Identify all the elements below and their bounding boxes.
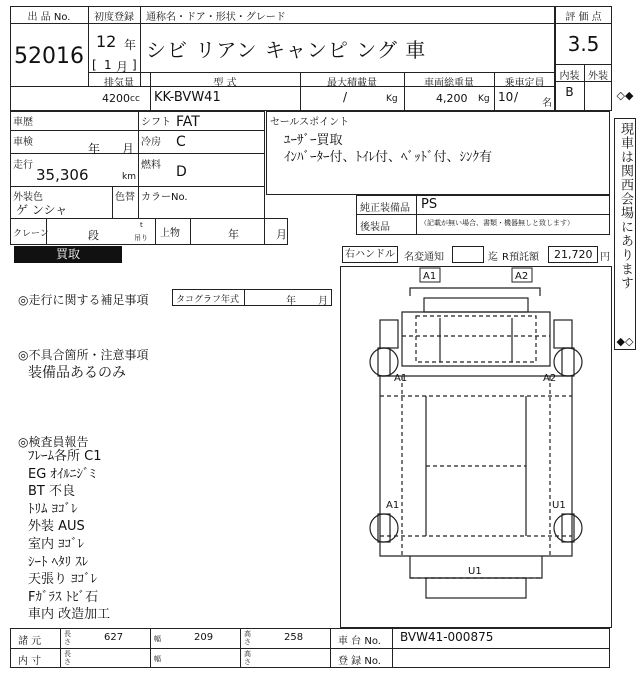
crane-label: クレーン — [13, 229, 49, 239]
max-load-label: 最大積載量 — [327, 78, 377, 89]
crane-stage-unit: 段 — [88, 229, 99, 242]
renamed-box — [452, 246, 484, 263]
lot-number: 52016 — [14, 44, 84, 69]
gross-weight-label: 車両総重量 — [424, 78, 474, 89]
inspector-list — [28, 448, 110, 624]
width-value: 209 — [194, 632, 214, 643]
score-label: 評 価 点 — [565, 12, 602, 23]
tachograph-year-unit: 年 — [286, 296, 296, 307]
reg-label: 登 録 No. — [338, 656, 381, 667]
model-code: KK-BVW41 — [154, 90, 221, 105]
purchase-label: 買取 — [14, 246, 122, 263]
gross-weight-unit: Kg — [478, 94, 490, 104]
inspection-month-unit: 月 — [122, 142, 135, 156]
height-label: 高さ — [244, 630, 251, 646]
upper-label: 上物 — [160, 228, 180, 239]
inspector-item: 車内 改造加工 — [28, 607, 111, 623]
renamed-label: 名変通知 — [404, 252, 444, 263]
inspector-item: ﾌﾚｰﾑ各所 C1 — [28, 449, 102, 464]
month-unit: 月 — [116, 60, 129, 74]
side-notice-text: 現車は関西会場にあります — [618, 122, 633, 290]
ac-value: C — [176, 134, 186, 150]
exterior-label: 外装 — [588, 71, 608, 82]
damage-mark: A2 — [515, 271, 529, 282]
defects-title: ◎不具合箇所・注意事項 — [18, 348, 149, 362]
inspector-item: ﾄﾘﾑ ﾖｺﾞﾚ — [28, 501, 78, 517]
first-reg-month-bracket-close: ] — [132, 58, 137, 72]
vehicle-diagram — [340, 266, 612, 628]
inner-width-label: 幅 — [154, 655, 161, 663]
displacement-value: 4200 — [102, 92, 130, 105]
inspector-item: 天張り ﾖｺﾞﾚ — [28, 572, 98, 588]
height-value: 258 — [284, 632, 304, 643]
first-reg-month: 1 — [104, 58, 112, 72]
period-label: 迄 — [488, 252, 498, 263]
inner-length-label: 長さ — [64, 650, 71, 666]
year-unit: 年 — [124, 38, 137, 52]
inspector-title: ◎検査員報告 — [18, 435, 89, 449]
inspection-year-unit: 年 — [88, 142, 101, 156]
interior-label: 内装 — [559, 71, 580, 82]
ext-color-label: 外装色 — [13, 192, 43, 203]
crane-ton-unit: t — [140, 221, 143, 229]
tachograph-label: タコグラフ年式 — [176, 295, 240, 305]
damage-mark: A1 — [423, 271, 437, 282]
max-load-value: / — [343, 90, 348, 104]
max-load-unit: Kg — [386, 94, 398, 104]
upper-year-unit: 年 — [228, 228, 239, 241]
retrofit-label: 後装品 — [360, 222, 390, 233]
upper-month-unit: 月 — [276, 228, 287, 241]
fuel-value: D — [176, 164, 187, 180]
shift-value: FAT — [176, 114, 200, 130]
size-label: 諸 元 — [18, 636, 42, 647]
crane-lift-unit: 吊り — [134, 234, 148, 242]
first-reg-month-bracket: [ — [92, 58, 97, 72]
inner-height-label: 高さ — [244, 650, 251, 666]
damage-mark: U1 — [552, 500, 566, 511]
mileage-label: 走行 — [13, 160, 33, 171]
rhd-label: 右ハンドル — [342, 246, 398, 263]
side-notice-top-mark: ◇◆ — [616, 89, 634, 102]
length-label: 長さ — [64, 630, 71, 646]
chassis-label: 車 台 No. — [338, 636, 381, 647]
capacity-unit: 名 — [542, 98, 552, 109]
ext-color-value: ゲ ンシャ — [16, 203, 68, 217]
capacity-value: 10 — [498, 90, 514, 104]
shift-label: シフト — [141, 117, 171, 128]
inspector-item: 外装 AUS — [28, 519, 85, 535]
inner-label: 内 寸 — [18, 656, 42, 667]
chassis-no: BVW41-000875 — [400, 630, 494, 644]
lot-label: 出 品 No. — [27, 12, 71, 23]
capacity-sep: / — [514, 90, 519, 104]
type-label: 型 式 — [213, 78, 237, 89]
inspector-item: ｼｰﾄ ﾍﾀﾘ ｽﾚ — [28, 554, 89, 570]
km-unit: km — [122, 172, 136, 182]
inspector-item: 室内 ﾖｺﾞﾚ — [28, 536, 85, 552]
upper-frame — [190, 218, 288, 245]
width-label: 幅 — [154, 635, 161, 643]
inspector-item: Fｶﾞﾗｽ ﾄﾋﾞ石 — [28, 589, 99, 605]
damage-mark: U1 — [468, 566, 482, 577]
equip-label: 純正装備品 — [360, 203, 410, 214]
inspector-item: EG ｵｲﾙﾆｼﾞﾐ — [28, 466, 96, 482]
sales-line1: ﾕｰｻﾞｰ買取 — [284, 133, 343, 148]
cc-unit: cc — [130, 94, 140, 104]
interior-grade: B — [565, 85, 574, 99]
mileage-record-label: R預託額 — [502, 252, 539, 263]
fuel-label: 燃料 — [141, 160, 161, 171]
length-value: 627 — [104, 632, 124, 643]
ac-label: 冷房 — [141, 137, 161, 148]
displacement-label: 排気量 — [104, 78, 134, 89]
damage-mark: A1 — [394, 373, 408, 384]
side-notice-bottom-mark: ◆◇ — [616, 335, 634, 348]
first-reg-year: 12 — [96, 32, 117, 51]
capacity-label: 乗車定員 — [504, 78, 545, 89]
mileage-record-value: 21,720 — [554, 248, 593, 261]
history-label: 車歴 — [13, 117, 33, 128]
gross-weight-value: 4,200 — [436, 92, 468, 105]
first-reg-label: 初度登録 — [94, 12, 134, 23]
damage-mark: A2 — [543, 373, 557, 384]
mileage-value: 35,306 — [36, 166, 89, 184]
equip-value: PS — [421, 197, 438, 212]
inspector-item: BT 不良 — [28, 484, 75, 500]
defects-text: 装備品あるのみ — [28, 365, 126, 381]
model-label: 通称名・ドア・形状・グレード — [146, 12, 286, 23]
yen-unit: 円 — [600, 252, 610, 263]
sales-label: セールスポイント — [270, 117, 350, 128]
running-title: ◎走行に関する補足事項 — [18, 293, 149, 307]
inspection-label: 車検 — [13, 137, 33, 148]
score-value: 3.5 — [567, 32, 600, 56]
model-name: シビ リアン キャンピ ング 車 — [146, 38, 427, 62]
color-swap-label: 色替 — [115, 192, 135, 203]
color-no-label: カラーNo. — [141, 192, 188, 203]
sales-line2: ｲﾝﾊﾞｰﾀｰ付、ﾄｲﾚ付、ﾍﾞｯﾄﾞ付、ｼﾝｸ有 — [284, 150, 493, 165]
retrofit-note: （記載が無い場合、書類・機器無しと致します） — [420, 219, 574, 227]
tachograph-month-unit: 月 — [318, 296, 328, 307]
damage-mark: A1 — [386, 500, 400, 511]
